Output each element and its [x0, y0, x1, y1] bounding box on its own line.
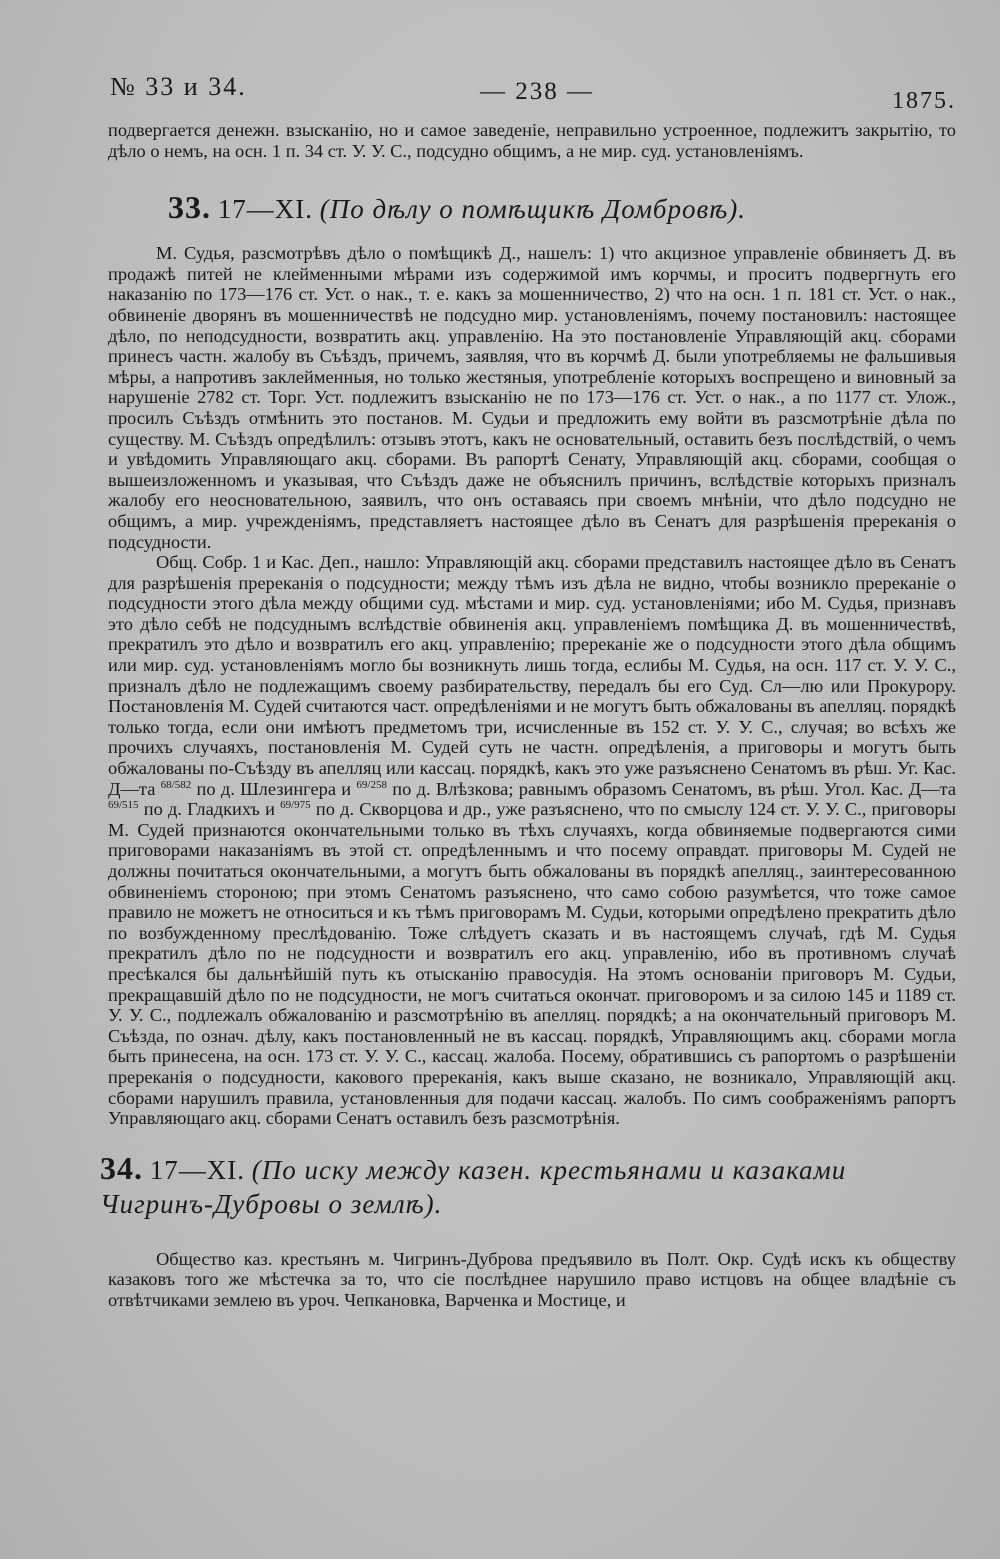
fraction-ref: 68/582	[160, 778, 192, 791]
case-33-date: 17—XI.	[217, 194, 313, 225]
case-34-title: (По иску между казен. крестьянами и казаками Чигринъ-Дубровы о землѣ).	[100, 1154, 847, 1219]
intro-paragraph: подвергается денежн. взысканію, но и самое заведеніе, неправильно устроенное, подлежитъ закрытію, то дѣло о немъ, на осн. 1 п. 34 ст. У. У. С., подсудно общимъ, а не мир. суд. установленіямъ.	[108, 120, 956, 161]
case-33-heading	[108, 191, 956, 225]
case-33-paragraph-2: Общ. Собр. 1 и Кас. Деп., нашло: Управляющій акц. сборами представилъ настоящее дѣло въ Сенатъ для разрѣшенія пререканія о подсудности; между тѣмъ изъ дѣла не видно, чтобы возникло пререканіе о подсудности этого дѣла между общими суд. мѣстами и мир. суд. установленіями; ибо М. Судья, признавъ это дѣло себѣ не подсуднымъ вслѣдствіе обвиненія акц. управленіемъ помѣщика Д. въ мошенничествѣ, прекратилъ это дѣло и возвратилъ его акц. управленію; пререканіе же о подсудности этого дѣла общимъ или мир. суд. установленіямъ могло бы возникнуть лишь тогда, еслибы М. Судья, на осн. 117 ст. У. У. С., призналъ дѣло не подлежащимъ своему разбирательству, передалъ бы его Суд. Сл—лю или Прокурору. Постановленія М. Судей считаются част. опредѣленіями и не могутъ быть обжалованы въ апелляц. порядкѣ только тогда, если они имѣютъ предметомъ три, исчисленные въ 152 ст. У. У. С., случая; во всѣхъ же прочихъ случаяхъ, постановленія М. Судей суть не частн. опредѣленія, а приговоры и могутъ быть обжалованы по-Съѣзду въ апелляц или кассац. порядкѣ, какъ это уже разъяснено Сенатомъ въ рѣш. Уг. Кас. Д—та $^{68/582}$ по д. Шлезингера и $^{69/258}$ по д. Влѣзкова; равнымъ образомъ Сенатомъ, въ рѣш. Угол. Кас. Д—та $^{69/515}$ по д. Гладкихъ и $^{69/975}$ по д. Скворцова и др., уже разъяснено, что по смыслу 124 ст. У. У. С., приговоры М. Судей признаются окончательными только въ тѣхъ случаяхъ, когда обвиняемые подвергаются сими приговорами наказаніямъ въ этой ст. опредѣленнымъ и что посему оправдат. приговоры М. Судей не должны почитаться окончательными, а могутъ быть обжалованы въ порядкѣ апелляц., заинтересованною обвиненіемъ стороною; при этомъ Сенатомъ разъяснено, что само собою разумѣется, что тоже самое правило не можетъ не относиться и къ тѣмъ приговорамъ М. Судьи, которыми опредѣлено прекратить дѣло по возбужденному преслѣдованію. Тоже слѣдуетъ сказать и въ настоящемъ случаѣ, гдѣ М. Судья прекратилъ дѣло по не подсудности и возвратилъ его акц. управленію, ибо въ противномъ случаѣ пресѣкался бы дальнѣйшій путь къ отысканію правосудія. На этомъ основаніи приговоръ М. Судьи, прекращавшій дѣло по не подсудности, не могъ считаться окончат. приговоромъ и за силою 145 и 1189 ст. У. У. С., подлежалъ обжалованію и разсмотрѣнію въ апелляц. порядкѣ; а на окончательный приговоръ М. Съѣзда, по означ. дѣлу, какъ постановленный не въ кассац. порядкѣ, Управляющимъ акц. сборами могла быть принесена, на осн. 173 ст. У. У. С., кассац. жалоба. Посему, обратившись съ рапортомъ о разрѣшеніи пререканія о подсудности, какового пререканія, какъ выше сказано, не возникало, Управляющій акц. сборами нарушилъ правила, установленныя для подачи кассац. жалобъ. По симъ соображеніямъ рапортъ Управляющаго акц. сборами Сенатъ оставилъ безъ разсмотрѣнія.	[108, 552, 956, 1129]
year: 1875.	[892, 88, 956, 114]
case-34-heading	[100, 1151, 956, 1221]
case-34-date: 17—XI.	[149, 1154, 245, 1185]
page-number: — 238 —	[480, 78, 594, 105]
fraction-ref: 69/515	[108, 799, 139, 812]
case-34-paragraph-1: Общество каз. крестьянъ м. Чигринъ-Дуброва предъявило въ Полт. Окр. Судѣ искъ къ обществу казаковъ того же мѣстечка за то, что сіе послѣднее нарушило право истцовъ на общее владѣніе съ отвѣтчиками землею въ уроч. Чепкановка, Варченка и Мостице, и	[108, 1248, 956, 1310]
case-34-number: 34.	[100, 1149, 143, 1186]
issue-number: № 33 и 34.	[110, 72, 247, 101]
fraction-ref: 69/258	[356, 778, 387, 791]
page-header	[108, 64, 956, 120]
fraction-ref: 69/975	[280, 799, 311, 812]
case-33-paragraph-1: М. Судья, разсмотрѣвъ дѣло о помѣщикѣ Д., нашелъ: 1) что акцизное управленіе обвиняетъ Д. въ продажѣ питей не клейменными мѣрами изъ содержимой имъ корчмы, и проситъ подвергнуть его наказанію по 173—176 ст. Уст. о нак., т. е. какъ за мошенничество, 2) что на осн. 1 п. 181 ст. Уст. о нак., обвиненіе дворянъ въ мошенничествѣ не подсудно мир. установленіямъ, почему постановилъ: настоящее дѣло, по неподсудности, возвратить акц. управленію. На это постановленіе Управляющій акц. сборами принесъ частн. жалобу въ Съѣздъ, причемъ, заявляя, что въ корчмѣ Д. были употребляемы не фальшивыя мѣры, а напротивъ заклейменныя, но только жестяныя, употребленіе которыхъ воспрещено и виновный за нарушеніе 2782 ст. Торг. Уст. подлежитъ взысканію не по 173—176 ст. Уст. о нак., а по 1177 ст. Улож., просилъ Съѣздъ отмѣнить это постанов. М. Судьи и предложить ему войти въ разсмотрѣніе дѣла по существу. М. Съѣздъ опредѣлилъ: отзывъ этотъ, какъ не основательный, оставить безъ послѣдствій, о чемъ и увѣдомить Управляющаго акц. сборами. Въ рапортѣ Сенату, Управляющій акц. сборами, сообщая о вышеизложенномъ и указывая, что Съѣздъ даже не объяснилъ причинъ, вслѣдствіе которыхъ призналъ жалобу его неосновательною, заявилъ, что онъ оставаясь при своемъ мнѣніи, что дѣло подсудно не общимъ, а мир. учрежденіямъ, представляетъ настоящее дѣло въ Сенатъ для разрѣшенія пререканія о подсудности.	[108, 243, 956, 552]
case-33-number: 33.	[168, 189, 211, 226]
case-33-title: (По дѣлу о помѣщикѣ Домбровѣ).	[319, 194, 746, 225]
